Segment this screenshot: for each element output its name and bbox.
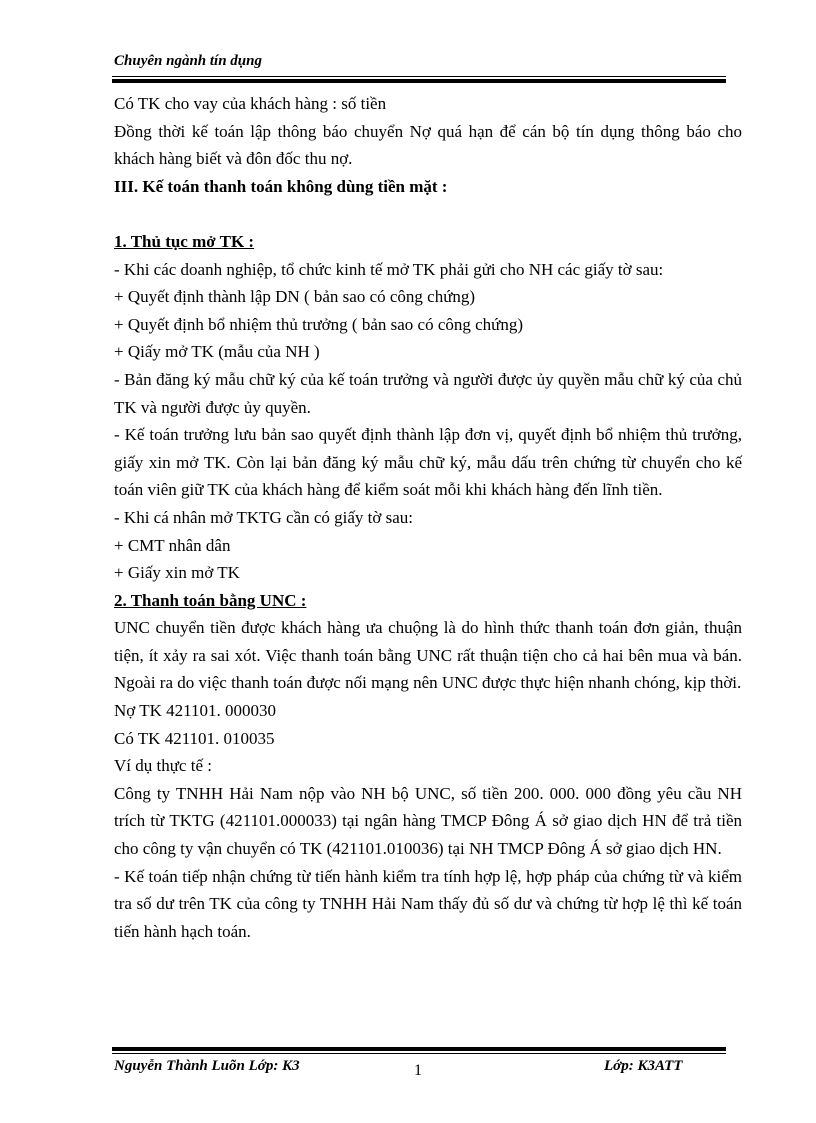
paragraph: Công ty TNHH Hải Nam nộp vào NH bộ UNC, số tiền 200. 000. 000 đồng yêu cầu NH trích từ TKTG (421101.000033) tại ngân hàng TMCP Đông Á sở giao dịch HN để trả tiền cho công ty vận chuyển có TK (421101.010036) tại NH TMCP Đông Á sở giao dịch HN. [114, 783, 742, 859]
paragraph: - Bản đăng ký mẫu chữ ký của kế toán trưởng và người được ủy quyền mẫu chữ ký của chủ TK và người được ủy quyền. [114, 369, 742, 417]
footer-class: Lớp: K3ATT [604, 1058, 683, 1074]
list-item: + Giấy xin mở TK [114, 563, 240, 583]
paragraph: Có TK cho vay của khách hàng : số tiền [114, 94, 387, 113]
header-rule-thick [112, 79, 726, 83]
paragraph: UNC chuyển tiền được khách hàng ưa chuộng là do hình thức thanh toán đơn giản, thuận tiện, ít xảy ra sai xót. Việc thanh toán bằng UNC rất thuận tiện cho cả hai bên mua và bán. Ngoài ra do việc thanh toán được nối mạng nên UNC được thực hiện nhanh chóng, kịp thời. [114, 618, 742, 693]
list-item: + CMT nhân dân [114, 535, 231, 555]
paragraph: Nợ TK 421101. 000030 [114, 701, 276, 721]
paragraph: Ví dụ thực tế : [114, 756, 212, 776]
page-number: 1 [414, 1062, 422, 1079]
document-body [114, 90, 742, 945]
list-item: + Quyết định bổ nhiệm thủ trưởng ( bản sao có công chứng) [114, 314, 524, 334]
footer-rule-thick [112, 1047, 726, 1051]
header-rule-thin [112, 76, 726, 77]
paragraph: - Khi các doanh nghiệp, tổ chức kinh tế mở TK phải gửi cho NH các giấy tờ sau: [114, 259, 664, 279]
paragraph: - Kế toán trưởng lưu bản sao quyết định thành lập đơn vị, quyết định bổ nhiệm thủ trưởng, giấy xin mở TK. Còn lại bản đăng ký mẫu chữ ký, mẫu dấu trên chứng từ chuyển cho kế toán viên giữ TK của khách hàng để kiểm soát mỗi khi khách hàng đến lĩnh tiền. [114, 425, 742, 500]
paragraph: Đồng thời kế toán lập thông báo chuyển Nợ quá hạn để cán bộ tín dụng thông báo cho khách hàng biết và đôn đốc thu nợ. [114, 121, 742, 169]
paragraph: - Khi cá nhân mở TKTG cần có giấy tờ sau: [114, 507, 414, 527]
footer-author: Nguyễn Thành Luõn Lớp: K3 [114, 1058, 300, 1074]
list-item: + Qiấy mở TK (mẫu của NH ) [114, 342, 320, 362]
subsection-heading: 1. Thủ tục mở TK : [114, 231, 255, 251]
subsection-heading: 2. Thanh toán bằng UNC : [114, 590, 307, 610]
section-heading: III. Kế toán thanh toán không dùng tiền mặt : [114, 176, 448, 196]
footer-rule-thin [112, 1053, 726, 1054]
paragraph: Có TK 421101. 010035 [114, 728, 275, 748]
paragraph: - Kế toán tiếp nhận chứng từ tiến hành kiểm tra tính hợp lệ, hợp pháp của chứng từ và kiểm tra số dư trên TK của công ty TNHH Hải Nam thấy đủ số dư và chứng từ hợp lệ thì kế toán tiến hành hạch toán. [114, 866, 742, 941]
list-item: + Quyết định thành lập DN ( bản sao có công chứng) [114, 287, 476, 307]
blank-line [114, 200, 742, 228]
header-title: Chuyên ngành tín dụng [114, 53, 262, 69]
